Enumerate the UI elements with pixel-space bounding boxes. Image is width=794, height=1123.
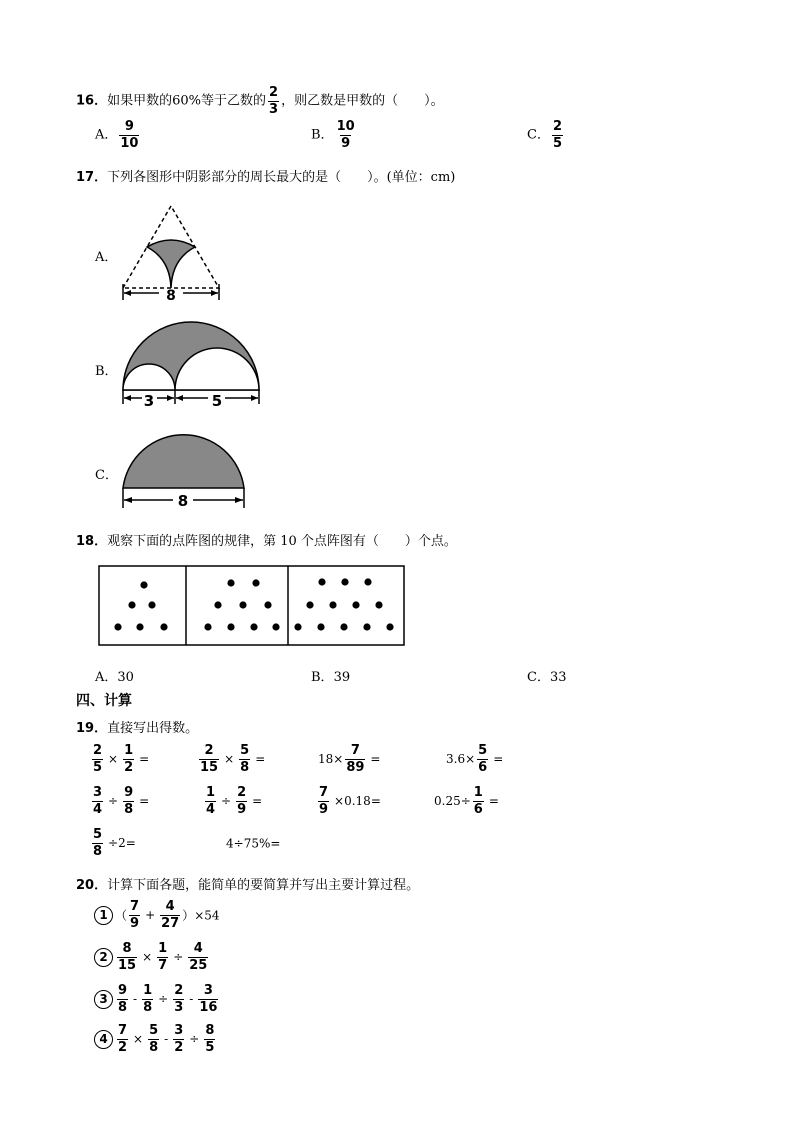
question-text: 计算下面各题，能简单的要简算并写出主要计算过程。	[107, 878, 420, 893]
fraction: $\frac{2}{3}$	[269, 85, 279, 117]
option-c[interactable]: C．33	[527, 670, 567, 685]
question-text: 如果甲数的60%等于乙数的	[107, 93, 267, 109]
figure-b-semicircles	[115, 318, 270, 410]
figure-c-semicircle	[115, 424, 255, 512]
option-a[interactable]: A．30	[95, 670, 134, 685]
question-17: 17．下列各图形中阴影部分的周长最大的是（ ）。(单位：cm)	[76, 170, 456, 185]
question-16: 16．如果甲数的60%等于乙数的 $\frac{2}{3}$ ，则乙数是甲数的（ ）。	[76, 85, 444, 117]
dimension-label: 8	[166, 288, 176, 304]
option-a[interactable]: A． $\frac{9}{10}$	[95, 119, 139, 151]
option-b[interactable]: B．	[95, 364, 118, 379]
calc-item: $\frac{2}{5}$ × $\frac{1}{2}$ =	[93, 743, 150, 775]
dimension-label: 5	[211, 392, 223, 410]
option-a[interactable]: A．	[95, 250, 118, 265]
dot-array-figure	[98, 565, 408, 647]
calc-item: $\frac{1}{4}$ ÷ $\frac{2}{9}$ =	[206, 785, 263, 817]
question-19: 19．直接写出得数。	[76, 721, 199, 736]
problem-2: 2 $\frac{8}{15}$ × $\frac{1}{7}$ ÷ $\frac{4}{25}$	[94, 942, 210, 972]
calc-item: $\frac{2}{15}$ × $\frac{5}{8}$ =	[200, 743, 266, 775]
calc-item: $\frac{5}{8}$ ÷2=	[93, 827, 136, 859]
calc-item: 3.6× $\frac{5}{6}$ =	[446, 743, 504, 775]
calc-item: $\frac{7}{9}$ ×0.18=	[319, 785, 381, 817]
circled-number: 4	[94, 1030, 113, 1049]
figure-a-triangle	[115, 200, 230, 305]
question-text: 下列各图形中阴影部分的周长最大的是（ ）。(单位：cm)	[107, 170, 456, 185]
question-18: 18．观察下面的点阵图的规律，第 10 个点阵图有（ ）个点。	[76, 534, 457, 549]
dimension-label: 3	[143, 392, 155, 410]
circled-number: 1	[94, 906, 113, 925]
calc-item: 18× $\frac{7}{89}$ =	[318, 743, 381, 775]
problem-3: 3 $\frac{9}{8}$ - $\frac{1}{8}$ ÷ $\frac{2}{3}$ - $\frac{3}{16}$	[94, 984, 220, 1014]
option-c[interactable]: C． $\frac{2}{5}$	[527, 119, 562, 151]
calc-item: $\frac{3}{4}$ ÷ $\frac{9}{8}$ =	[93, 785, 150, 817]
option-b[interactable]: B． $\frac{10}{9}$	[311, 119, 355, 151]
problem-4: 4 $\frac{7}{2}$ × $\frac{5}{8}$ - $\frac{3}{2}$ ÷ $\frac{8}{5}$	[94, 1024, 217, 1054]
question-text: 观察下面的点阵图的规律，第 10 个点阵图有（ ）个点。	[107, 534, 457, 549]
calc-item: 0.25÷ $\frac{1}{6}$ =	[434, 785, 499, 817]
option-c[interactable]: C．	[95, 468, 118, 483]
question-text: 直接写出得数。	[107, 721, 199, 736]
circled-number: 3	[94, 990, 113, 1009]
circled-number: 2	[94, 948, 113, 967]
dimension-label: 8	[177, 492, 189, 510]
question-number: 16	[76, 93, 95, 109]
problem-1: 1 （ $\frac{7}{9}$ + $\frac{4}{27}$ ）×54	[94, 900, 220, 930]
option-b[interactable]: B．39	[311, 670, 351, 685]
question-text: ，则乙数是甲数的（ ）。	[281, 93, 444, 109]
question-20: 20．计算下面各题，能简单的要简算并写出主要计算过程。	[76, 878, 420, 893]
section-title: 四、计算	[76, 693, 132, 709]
calc-item: 4÷75%=	[226, 836, 281, 851]
